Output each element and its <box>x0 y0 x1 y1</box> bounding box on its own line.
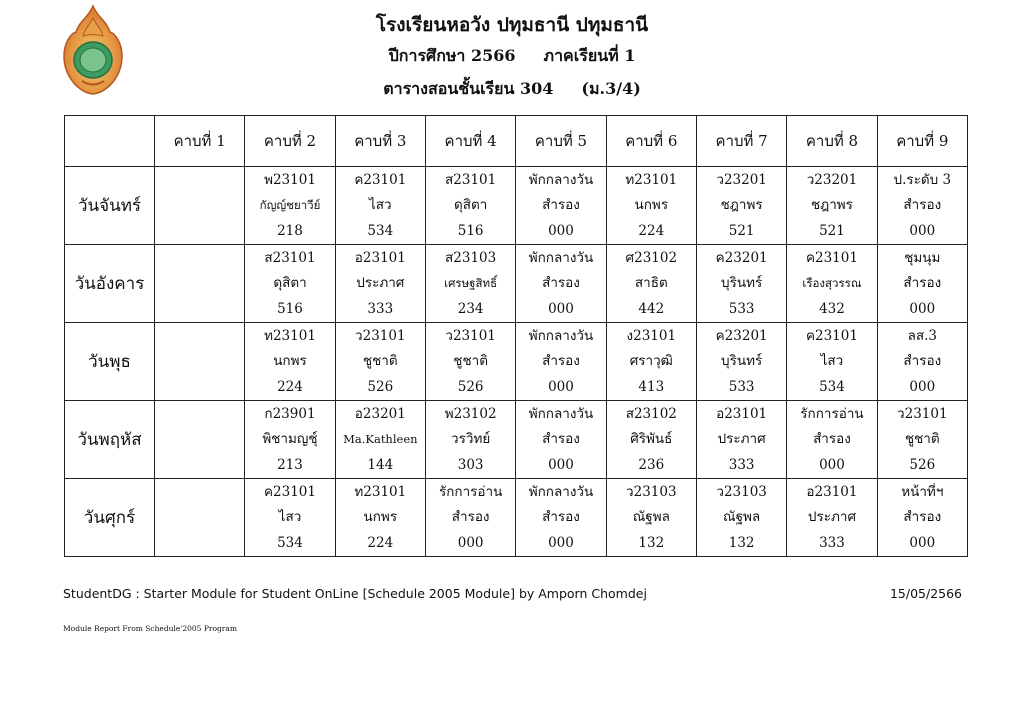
schedule-cell <box>696 167 786 245</box>
room-number: 144 <box>367 457 394 474</box>
class-code: (ม.3/4) <box>581 79 641 98</box>
room-number: 333 <box>367 301 394 318</box>
room-number: 000 <box>909 379 936 396</box>
schedule-cell <box>245 479 335 557</box>
schedule-cell <box>155 323 245 401</box>
room-number: 218 <box>277 223 303 240</box>
period-header-3: คาบที่ 3 <box>335 116 425 167</box>
room-number: 000 <box>909 535 936 552</box>
period-header-8: คาบที่ 8 <box>787 116 877 167</box>
subject-code: ค23201 <box>715 249 768 266</box>
schedule-cell <box>155 167 245 245</box>
schedule-cell <box>335 479 425 557</box>
schedule-cell <box>606 401 696 479</box>
teacher-name: สำรอง <box>542 509 580 526</box>
school-title: โรงเรียนหอวัง ปทุมธานี ปทุมธานี <box>375 14 649 36</box>
schedule-cell <box>877 401 967 479</box>
subject-code: รักการอ่าน <box>438 483 503 500</box>
teacher-name: ไสว <box>820 353 844 370</box>
teacher-name: บุรินทร์ <box>721 353 763 370</box>
academic-year: ปีการศึกษา 2566 <box>388 46 516 65</box>
room-number: 234 <box>457 301 484 318</box>
room-number: 534 <box>277 535 303 552</box>
subject-code: ว23201 <box>806 171 858 188</box>
subject-code: ว23103 <box>716 483 767 500</box>
teacher-name: สำรอง <box>903 509 942 526</box>
subject-code: อ23201 <box>354 405 406 422</box>
schedule-cell <box>335 167 425 245</box>
schedule-cell <box>696 323 786 401</box>
teacher-name: ณัฐพล <box>632 509 670 526</box>
subject-code: ค23201 <box>715 327 768 344</box>
subject-code: อ23101 <box>806 483 858 500</box>
day-label: วันอังคาร <box>65 245 155 323</box>
subject-code: พักกลางวัน <box>528 405 594 422</box>
subject-code: ส23101 <box>264 249 316 266</box>
subject-code: ส23102 <box>625 405 677 422</box>
subject-code: หน้าที่ฯ <box>901 483 944 500</box>
teacher-name: เรืองสุวรรณ <box>802 276 862 291</box>
period-header-2: คาบที่ 2 <box>245 116 335 167</box>
schedule-cell <box>155 479 245 557</box>
room-number: 000 <box>909 301 936 318</box>
day-row <box>65 323 968 401</box>
day-label: วันพุธ <box>65 323 155 401</box>
schedule-cell <box>425 323 515 401</box>
room-number: 303 <box>457 457 484 474</box>
subject-code: ว23101 <box>355 327 406 344</box>
room-number: 432 <box>819 301 845 318</box>
teacher-name: สาธิต <box>634 275 668 292</box>
room-number: 526 <box>909 457 936 474</box>
teacher-name: ประภาศ <box>356 275 405 292</box>
class-line <box>0 77 1024 102</box>
room-number: 533 <box>728 379 755 396</box>
teacher-name: ชฎาพร <box>810 197 853 214</box>
teacher-name: วรวิทย์ <box>451 431 491 448</box>
day-label: วันจันทร์ <box>65 167 155 245</box>
subject-code: อ23101 <box>354 249 406 266</box>
subject-code: ว23201 <box>716 171 767 188</box>
teacher-name: สำรอง <box>542 197 580 214</box>
schedule-cell <box>516 323 606 401</box>
subject-code: ศ23102 <box>625 249 678 266</box>
subject-code: ชุมนุม <box>904 249 941 266</box>
room-number: 236 <box>638 457 665 474</box>
period-header-5: คาบที่ 5 <box>516 116 606 167</box>
teacher-name: นกพร <box>634 197 669 214</box>
subject-code: ว23101 <box>445 327 496 344</box>
schedule-cell <box>155 401 245 479</box>
room-number: 442 <box>638 301 665 318</box>
schedule-cell <box>696 401 786 479</box>
room-number: 224 <box>277 379 303 396</box>
subject-code: ป.ระดับ 3 <box>893 171 952 188</box>
schedule-cell <box>696 479 786 557</box>
subject-code: ค23101 <box>354 171 407 188</box>
subject-code: ว23103 <box>626 483 677 500</box>
day-row <box>65 479 968 557</box>
room-number: 516 <box>457 223 484 240</box>
room-number: 521 <box>819 223 845 240</box>
room-number: 000 <box>548 223 574 240</box>
room-number: 516 <box>277 301 303 318</box>
teacher-name: ไสว <box>369 197 392 214</box>
room-number: 526 <box>367 379 394 396</box>
schedule-cell <box>787 479 877 557</box>
room-number: 533 <box>728 301 755 318</box>
teacher-name: Ma.Kathleen <box>343 432 418 447</box>
schedule-cell <box>877 323 967 401</box>
schedule-cell <box>335 401 425 479</box>
schedule-cell <box>606 479 696 557</box>
subject-code: ท23101 <box>264 327 316 344</box>
subject-code: ส23103 <box>445 249 497 266</box>
room-number: 000 <box>548 535 574 552</box>
teacher-name: ณัฐพล <box>723 509 761 526</box>
day-row <box>65 167 968 245</box>
room-number: 526 <box>457 379 484 396</box>
footer-date: 15/05/2566 <box>889 586 962 601</box>
subject-code: ว23101 <box>897 405 948 422</box>
room-number: 000 <box>548 457 574 474</box>
footer-credit: StudentDG : Starter Module for Student OnLine [Schedule 2005 Module] by Amporn Chomdej <box>63 586 647 601</box>
day-row <box>65 245 968 323</box>
corner-cell <box>65 116 155 167</box>
room-number: 534 <box>367 223 394 240</box>
schedule-cell <box>787 323 877 401</box>
teacher-name: ชูชาติ <box>453 353 488 370</box>
schedule-cell <box>425 479 515 557</box>
subject-code: พักกลางวัน <box>528 171 594 188</box>
teacher-name: ดุสิตา <box>273 275 307 292</box>
schedule-cell <box>425 245 515 323</box>
schedule-cell <box>516 245 606 323</box>
teacher-name: นกพร <box>273 353 307 370</box>
room-number: 224 <box>638 223 665 240</box>
teacher-name: ประภาศ <box>807 509 857 526</box>
subject-code: รักการอ่าน <box>800 405 864 422</box>
schedule-cell <box>787 245 877 323</box>
period-header-4: คาบที่ 4 <box>425 116 515 167</box>
subject-code: อ23101 <box>716 405 768 422</box>
subject-code: พ23101 <box>264 171 316 188</box>
schedule-cell <box>155 245 245 323</box>
teacher-name: สำรอง <box>813 431 851 448</box>
schedule-cell <box>787 167 877 245</box>
subject-code: ก23901 <box>264 405 316 422</box>
room-number: 000 <box>909 223 936 240</box>
schedule-cell <box>335 323 425 401</box>
schedule-cell <box>516 401 606 479</box>
room-number: 000 <box>819 457 845 474</box>
subject-code: พ23102 <box>444 405 497 422</box>
schedule-cell <box>425 167 515 245</box>
teacher-name: สำรอง <box>542 353 580 370</box>
schedule-cell <box>877 479 967 557</box>
teacher-name: ชูชาติ <box>904 431 940 448</box>
subject-code: พักกลางวัน <box>528 327 594 344</box>
period-header-1: คาบที่ 1 <box>155 116 245 167</box>
period-header-row <box>65 116 968 167</box>
schedule-cell <box>516 167 606 245</box>
schedule-cell <box>245 245 335 323</box>
teacher-name: ศราวุฒิ <box>629 353 673 370</box>
room-number: 224 <box>367 535 394 552</box>
day-label: วันพฤหัส <box>65 401 155 479</box>
subject-code: พักกลางวัน <box>528 483 594 500</box>
period-header-9: คาบที่ 9 <box>877 116 967 167</box>
schedule-cell <box>877 245 967 323</box>
teacher-name: สำรอง <box>451 509 490 526</box>
teacher-name: พิชามญชุ์ <box>262 431 318 448</box>
schedule-cell <box>245 401 335 479</box>
period-header-7: คาบที่ 7 <box>696 116 786 167</box>
subject-code: พักกลางวัน <box>528 249 594 266</box>
teacher-name: นกพร <box>363 509 398 526</box>
day-label: วันศุกร์ <box>65 479 155 557</box>
room-number: 534 <box>819 379 845 396</box>
subject-code: ลส.3 <box>907 327 938 344</box>
teacher-name: สำรอง <box>903 353 942 370</box>
schedule-cell <box>606 245 696 323</box>
term-line <box>0 44 1024 69</box>
schedule-cell <box>877 167 967 245</box>
teacher-name: ศิริพันธ์ <box>630 431 673 448</box>
room-number: 132 <box>728 535 755 552</box>
teacher-name: กัญญ์ชยาวีย์ <box>259 198 321 213</box>
teacher-name: บุรินทร์ <box>721 275 763 292</box>
subject-code: ท23101 <box>354 483 407 500</box>
room-number: 333 <box>728 457 755 474</box>
timetable <box>64 115 968 557</box>
room-number: 521 <box>728 223 755 240</box>
room-number: 132 <box>638 535 665 552</box>
teacher-name: ชฎาพร <box>720 197 763 214</box>
teacher-name: สำรอง <box>542 275 580 292</box>
teacher-name: ชูชาติ <box>362 353 398 370</box>
teacher-name: ประภาศ <box>717 431 766 448</box>
teacher-name: ไสว <box>278 509 302 526</box>
schedule-cell <box>787 401 877 479</box>
teacher-name: สำรอง <box>542 431 580 448</box>
room-number: 000 <box>548 301 574 318</box>
teacher-name: เศรษฐสิทธิ์ <box>444 276 498 291</box>
subject-code: ค23101 <box>805 327 858 344</box>
period-header-6: คาบที่ 6 <box>606 116 696 167</box>
semester: ภาคเรียนที่ 1 <box>543 46 636 65</box>
schedule-cell <box>335 245 425 323</box>
teacher-name: ดุสิตา <box>453 197 488 214</box>
teacher-name: สำรอง <box>903 197 942 214</box>
subject-code: ส23101 <box>445 171 497 188</box>
subject-code: ง23101 <box>626 327 677 344</box>
schedule-cell <box>696 245 786 323</box>
schedule-cell <box>606 323 696 401</box>
class-title: ตารางสอนชั้นเรียน 304 <box>383 79 554 98</box>
subject-code: ค23101 <box>264 483 316 500</box>
schedule-cell <box>606 167 696 245</box>
schedule-cell <box>516 479 606 557</box>
room-number: 413 <box>638 379 665 396</box>
day-row <box>65 401 968 479</box>
room-number: 000 <box>548 379 574 396</box>
subject-code: ค23101 <box>805 249 858 266</box>
subject-code: ท23101 <box>625 171 678 188</box>
footer-report: Module Report From Schedule'2005 Program <box>63 624 237 633</box>
schedule-cell <box>245 167 335 245</box>
teacher-name: สำรอง <box>903 275 942 292</box>
schedule-cell <box>245 323 335 401</box>
room-number: 213 <box>277 457 303 474</box>
schedule-cell <box>425 401 515 479</box>
room-number: 000 <box>457 535 484 552</box>
room-number: 333 <box>819 535 845 552</box>
